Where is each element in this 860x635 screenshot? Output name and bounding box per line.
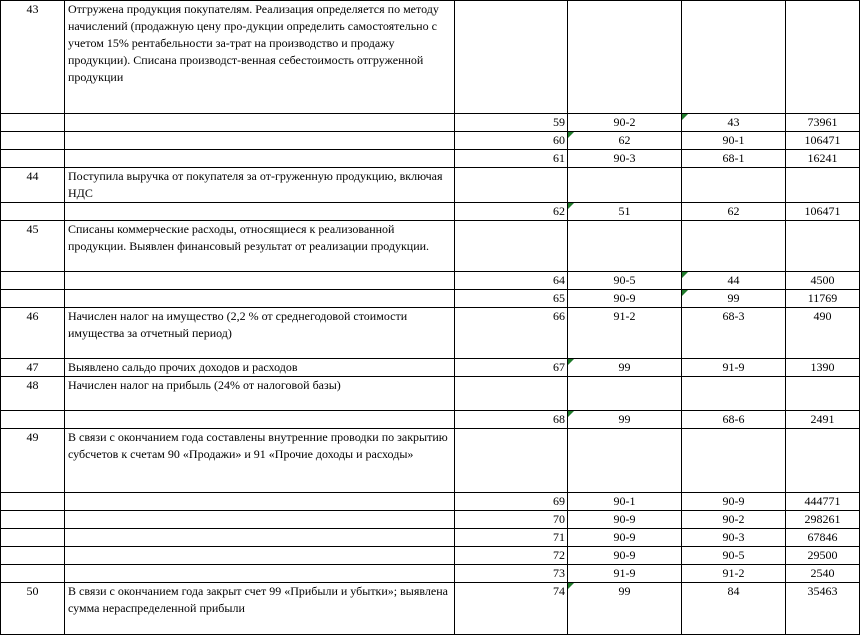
credit-account	[682, 1, 786, 114]
row-description	[65, 272, 455, 290]
row-number	[1, 493, 65, 511]
table-row	[1, 221, 860, 272]
operation-number: 64	[455, 272, 568, 290]
amount: 4500	[786, 272, 860, 290]
credit-account: 90-9	[682, 493, 786, 511]
credit-account: 91-9	[682, 359, 786, 377]
cell-marker-icon	[568, 359, 574, 365]
table-row	[1, 290, 860, 308]
row-description	[65, 511, 455, 529]
credit-account: 68-1	[682, 150, 786, 168]
amount: 29500	[786, 547, 860, 565]
row-number	[1, 565, 65, 583]
credit-account: 99	[682, 290, 786, 308]
row-description: Поступила выручка от покупателя за от-груженную продукцию, включая НДС	[65, 168, 455, 203]
debit-account: 90-5	[568, 272, 682, 290]
operation-number	[455, 1, 568, 114]
debit-account: 99	[568, 583, 682, 635]
operation-number: 70	[455, 511, 568, 529]
debit-account: 90-9	[568, 529, 682, 547]
credit-account	[682, 429, 786, 493]
row-number: 46	[1, 308, 65, 359]
cell-marker-icon	[682, 290, 688, 296]
operation-number	[455, 429, 568, 493]
row-description: Отгружена продукция покупателям. Реализация определяется по методу начислений (продажную цену про-дукции определить самостоятельно с учетом 15% рентабельности за-трат на производство и продажу продукции). Списана производст-венная себестоимость отгруженной продукции	[65, 1, 455, 114]
amount: 2540	[786, 565, 860, 583]
operation-number	[455, 221, 568, 272]
table-row	[1, 411, 860, 429]
operation-number: 71	[455, 529, 568, 547]
credit-account: 90-3	[682, 529, 786, 547]
row-description	[65, 132, 455, 150]
operation-number: 68	[455, 411, 568, 429]
credit-account	[682, 168, 786, 203]
cell-marker-icon	[568, 203, 574, 209]
row-description: Начислен налог на прибыль (24% от налоговой базы)	[65, 377, 455, 411]
cell-marker-icon	[682, 272, 688, 278]
row-description: Списаны коммерческие расходы, относящиеся к реализованной продукции. Выявлен финансовый результат от реализации продукции.	[65, 221, 455, 272]
credit-account: 90-5	[682, 547, 786, 565]
row-number	[1, 114, 65, 132]
row-description: Начислен налог на имущество (2,2 % от среднегодовой стоимости имущества за отчетный период)	[65, 308, 455, 359]
row-number	[1, 529, 65, 547]
table-row	[1, 114, 860, 132]
row-description	[65, 203, 455, 221]
operation-number	[455, 377, 568, 411]
row-number	[1, 272, 65, 290]
cell-marker-icon	[568, 583, 574, 589]
row-description: В связи с окончанием года закрыт счет 99 «Прибыли и убытки»; выявлена сумма нераспределенной прибыли	[65, 583, 455, 635]
row-description	[65, 547, 455, 565]
row-description	[65, 290, 455, 308]
operation-number: 60	[455, 132, 568, 150]
table-row	[1, 493, 860, 511]
row-description	[65, 529, 455, 547]
row-number: 47	[1, 359, 65, 377]
row-number	[1, 290, 65, 308]
operation-number	[455, 168, 568, 203]
table-row	[1, 359, 860, 377]
row-number	[1, 411, 65, 429]
debit-account: 99	[568, 411, 682, 429]
row-description	[65, 114, 455, 132]
table-row	[1, 1, 860, 114]
operation-number: 69	[455, 493, 568, 511]
amount: 106471	[786, 203, 860, 221]
credit-account: 68-3	[682, 308, 786, 359]
cell-marker-icon	[568, 132, 574, 138]
amount: 1390	[786, 359, 860, 377]
credit-account: 68-6	[682, 411, 786, 429]
row-description	[65, 411, 455, 429]
amount	[786, 1, 860, 114]
table-row	[1, 511, 860, 529]
debit-account: 90-2	[568, 114, 682, 132]
debit-account: 90-9	[568, 290, 682, 308]
table-row	[1, 203, 860, 221]
table-row	[1, 132, 860, 150]
debit-account: 91-2	[568, 308, 682, 359]
amount: 11769	[786, 290, 860, 308]
table-row	[1, 529, 860, 547]
credit-account: 90-1	[682, 132, 786, 150]
row-description	[65, 150, 455, 168]
row-description	[65, 565, 455, 583]
row-number	[1, 203, 65, 221]
credit-account: 43	[682, 114, 786, 132]
amount: 298261	[786, 511, 860, 529]
debit-account: 91-9	[568, 565, 682, 583]
row-description: В связи с окончанием года составлены внутренние проводки по закрытию субсчетов к счетам 90 «Продажи» и 91 «Прочие доходы и расходы»	[65, 429, 455, 493]
row-number: 45	[1, 221, 65, 272]
row-number: 49	[1, 429, 65, 493]
debit-account: 90-3	[568, 150, 682, 168]
amount	[786, 221, 860, 272]
amount: 73961	[786, 114, 860, 132]
row-number: 48	[1, 377, 65, 411]
table-row	[1, 429, 860, 493]
table-row	[1, 168, 860, 203]
amount: 444771	[786, 493, 860, 511]
row-number: 50	[1, 583, 65, 635]
credit-account: 44	[682, 272, 786, 290]
operation-number: 65	[455, 290, 568, 308]
row-description	[65, 493, 455, 511]
debit-account	[568, 1, 682, 114]
debit-account: 90-9	[568, 547, 682, 565]
debit-account: 90-9	[568, 511, 682, 529]
cell-marker-icon	[568, 411, 574, 417]
credit-account: 84	[682, 583, 786, 635]
row-number: 44	[1, 168, 65, 203]
table-row	[1, 565, 860, 583]
amount	[786, 429, 860, 493]
cell-marker-icon	[682, 114, 688, 120]
operation-number: 74	[455, 583, 568, 635]
operation-number: 66	[455, 308, 568, 359]
amount: 490	[786, 308, 860, 359]
table-row	[1, 272, 860, 290]
row-description: Выявлено сальдо прочих доходов и расходов	[65, 359, 455, 377]
operation-number: 73	[455, 565, 568, 583]
table-row	[1, 150, 860, 168]
debit-account: 51	[568, 203, 682, 221]
debit-account	[568, 168, 682, 203]
debit-account	[568, 377, 682, 411]
table-row	[1, 547, 860, 565]
row-number	[1, 150, 65, 168]
debit-account	[568, 429, 682, 493]
amount	[786, 168, 860, 203]
amount: 67846	[786, 529, 860, 547]
operation-number: 72	[455, 547, 568, 565]
amount	[786, 377, 860, 411]
credit-account	[682, 377, 786, 411]
amount: 16241	[786, 150, 860, 168]
credit-account	[682, 221, 786, 272]
table-row	[1, 308, 860, 359]
operation-number: 61	[455, 150, 568, 168]
amount: 106471	[786, 132, 860, 150]
operation-number: 62	[455, 203, 568, 221]
amount: 35463	[786, 583, 860, 635]
row-number	[1, 547, 65, 565]
amount: 2491	[786, 411, 860, 429]
row-number	[1, 132, 65, 150]
debit-account: 90-1	[568, 493, 682, 511]
credit-account: 91-2	[682, 565, 786, 583]
debit-account: 62	[568, 132, 682, 150]
table-row	[1, 583, 860, 635]
debit-account: 99	[568, 359, 682, 377]
row-number	[1, 511, 65, 529]
row-number: 43	[1, 1, 65, 114]
debit-account	[568, 221, 682, 272]
operation-number: 67	[455, 359, 568, 377]
operation-number: 59	[455, 114, 568, 132]
credit-account: 90-2	[682, 511, 786, 529]
credit-account: 62	[682, 203, 786, 221]
table-row	[1, 377, 860, 411]
